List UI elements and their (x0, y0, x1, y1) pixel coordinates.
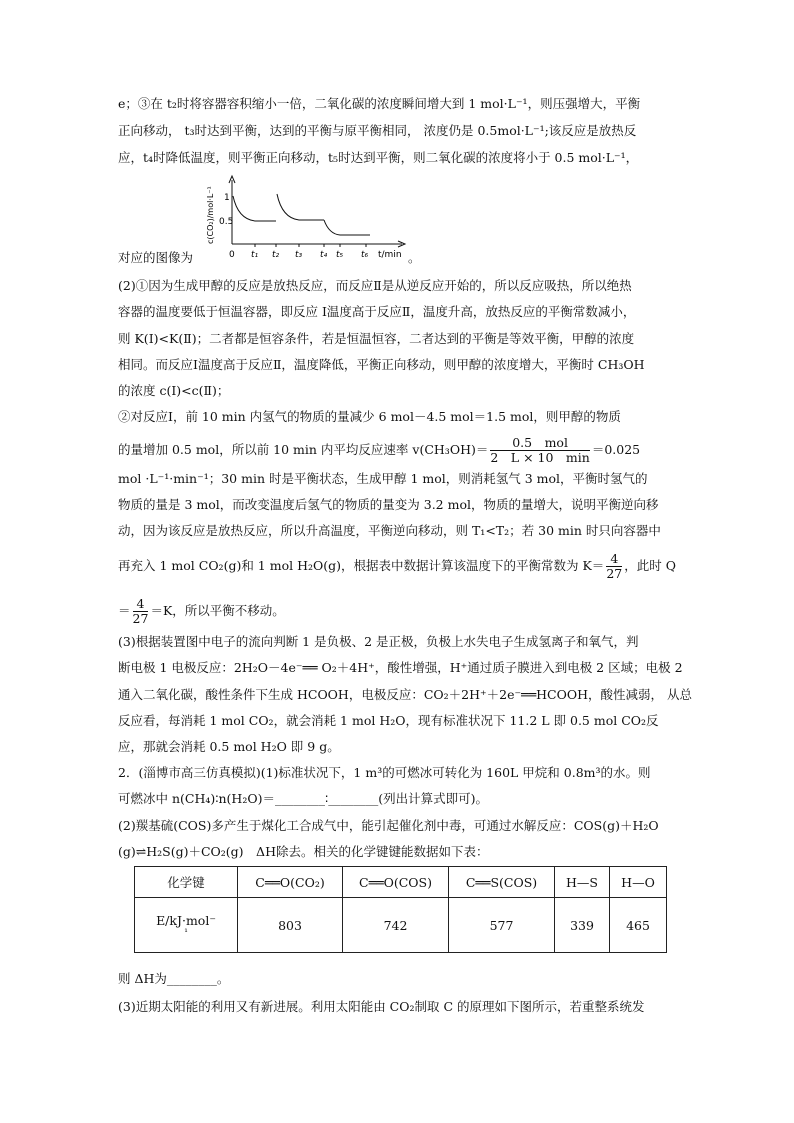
x-tick-label: 0 (229, 250, 235, 260)
text-line (118, 597, 285, 626)
fraction-denominator: 2 L × 10 min (490, 450, 590, 465)
table-cell: 803 (238, 898, 343, 953)
y-tick-label: 1 (224, 193, 230, 203)
curve-segment-3 (324, 220, 370, 235)
text-segment: ＝K，所以平衡不移动。 (150, 603, 285, 618)
fraction-denominator: 27 (606, 566, 623, 581)
text-line: 相同。而反应Ⅰ温度高于反应Ⅱ，温度降低，平衡正向移动，则甲醇的浓度增大，平衡时 CH₃OH (118, 357, 645, 372)
y-axis-label: c(CO₂)/mol·L⁻¹ (206, 186, 215, 244)
text-line: (g)⇌H₂S(g)＋CO₂(g) ΔH除去。相关的化学键键能数据如下表： (118, 844, 489, 859)
text-line: 应，t₄时降低温度，则平衡正向移动，t₅时达到平衡，则二氧化碳的浓度将小于 0.5 mol·L⁻¹， (118, 150, 639, 165)
q-fraction (133, 597, 149, 626)
y-tick-label: 0.5 (219, 217, 234, 227)
text-line: 可燃冰中 n(CH₄)∶n(H₂O)＝________∶________(列出计算式即可)。 (118, 791, 488, 806)
fraction-numerator: 4 (133, 597, 149, 612)
table-header-cell: C══O(COS) (343, 867, 449, 898)
text-line: 的浓度 c(Ⅰ)<c(Ⅱ)； (118, 383, 230, 398)
fraction-numerator: 0.5 mol (490, 436, 589, 451)
rate-fraction (490, 436, 589, 465)
text-line: (3)近期太阳能的利用又有新进展。利用太阳能由 CO₂制取 C 的原理如下图所示，若重整系统发 (118, 999, 645, 1014)
text-line: 通入二氧化碳，酸性条件下生成 HCOOH，电极反应：CO₂＋2H⁺＋2e⁻══HCOOH，酸性减弱， 从总 (118, 687, 692, 702)
text-line: 正向移动， t₃时达到平衡，达到的平衡与原平衡相同， 浓度仍是 0.5mol·L⁻¹;该反应是放热反 (118, 123, 637, 138)
text-line: 2．(淄博市高三仿真模拟)(1)标准状况下，1 m³的可燃冰可转化为 160L 甲烷和 0.8m³的水。则 (118, 765, 651, 780)
curve-segment-2 (277, 194, 324, 220)
table-row (135, 898, 667, 953)
x-tick-label: t₃ (295, 250, 303, 260)
text-line: 对应的图像为 (118, 250, 194, 265)
k-fraction (606, 552, 622, 581)
text-line: 反应看，每消耗 1 mol CO₂，就会消耗 1 mol H₂O，现有标准状况下 11.2 L 即 0.5 mol CO₂反 (118, 713, 659, 728)
table-header-cell: H—S (555, 867, 610, 898)
x-axis-label: t/min (378, 250, 402, 260)
text-line: 。 (408, 250, 421, 265)
table-header-cell: 化学键 (135, 867, 238, 898)
text-line: 动，因为该反应是放热反应，所以升高温度，平衡逆向移动，则 T₁<T₂；若 30 min 时只向容器中 (118, 523, 661, 538)
curve-segment-1 (233, 196, 276, 221)
text-segment: ＝0.025 (591, 442, 641, 457)
x-tick-label: t₅ (336, 250, 344, 260)
table-header-row (135, 867, 667, 898)
row-label-line: ¹ (184, 927, 188, 938)
text-line: 断电极 1 电极反应：2H₂O－4e⁻══ O₂＋4H⁺，酸性增强，H⁺通过质子膜进入到电极 2 区域；电极 2 (118, 660, 683, 675)
x-tick-label: t₁ (251, 250, 259, 260)
fraction-denominator: 27 (132, 611, 149, 626)
fraction-numerator: 4 (606, 552, 622, 567)
concentration-time-graph (200, 172, 420, 264)
text-line: e；③在 t₂时将容器容积缩小一倍，二氧化碳的浓度瞬间增大到 1 mol·L⁻¹，则压强增大，平衡 (118, 96, 641, 111)
x-tick-label: t₂ (272, 250, 280, 260)
table-header-cell: C══S(COS) (449, 867, 555, 898)
row-label-line: E/kJ·mol⁻ (156, 912, 216, 928)
text-line: (2)羰基硫(COS)多产生于煤化工合成气中，能引起催化剂中毒，可通过水解反应：COS(g)＋H₂O (118, 818, 659, 833)
text-line: ②对反应Ⅰ，前 10 min 内氢气的物质的量减少 6 mol－4.5 mol＝1.5 mol，则甲醇的物质 (118, 409, 621, 424)
x-tick-label: t₄ (320, 250, 328, 260)
table-row-label (135, 898, 238, 953)
text-segment: ＝ (118, 603, 131, 618)
text-line: (3)根据装置图中电子的流向判断 1 是负极、2 是正极，负极上水失电子生成氢离子和氧气，判 (118, 634, 639, 649)
table-cell: 339 (555, 898, 610, 953)
table-cell: 465 (610, 898, 667, 953)
text-line (118, 436, 640, 465)
text-line: mol ·L⁻¹·min⁻¹；30 min 时是平衡状态，生成甲醇 1 mol，则消耗氢气 3 mol，平衡时氢气的 (118, 471, 648, 486)
table-cell: 577 (449, 898, 555, 953)
text-line: 应，那就会消耗 0.5 mol H₂O 即 9 g。 (118, 739, 340, 754)
text-line: 物质的量是 3 mol，而改变温度后氢气的物质的量变为 3.2 mol，物质的量增大，说明平衡逆向移 (118, 497, 659, 512)
text-segment: 的量增加 0.5 mol，所以前 10 min 内平均反应速率 v(CH₃OH)＝ (118, 442, 489, 457)
table-header-cell: C══O(CO₂) (238, 867, 343, 898)
text-line: 则 K(Ⅰ)<K(Ⅱ)；二者都是恒容条件，若是恒温恒容，二者达到的平衡是等效平衡，甲醇的浓度 (118, 331, 635, 346)
table-cell: 742 (343, 898, 449, 953)
text-segment: ，此时 Q (624, 558, 676, 573)
x-tick-label: t₆ (361, 250, 369, 260)
text-line: (2)①因为生成甲醇的反应是放热反应，而反应Ⅱ是从逆反应开始的，所以反应吸热，所以绝热 (118, 278, 632, 293)
text-segment: 再充入 1 mol CO₂(g)和 1 mol H₂O(g)，根据表中数据计算该温度下的平衡常数为 K＝ (118, 558, 605, 573)
text-line: 则 ΔH为________。 (118, 971, 230, 986)
table-header-cell: H—O (610, 867, 667, 898)
bond-energy-table (134, 866, 667, 953)
text-line: 容器的温度要低于恒温容器，即反应 Ⅰ温度高于反应Ⅱ，温度升高，放热反应的平衡常数减小， (118, 304, 636, 319)
text-line (118, 552, 676, 581)
